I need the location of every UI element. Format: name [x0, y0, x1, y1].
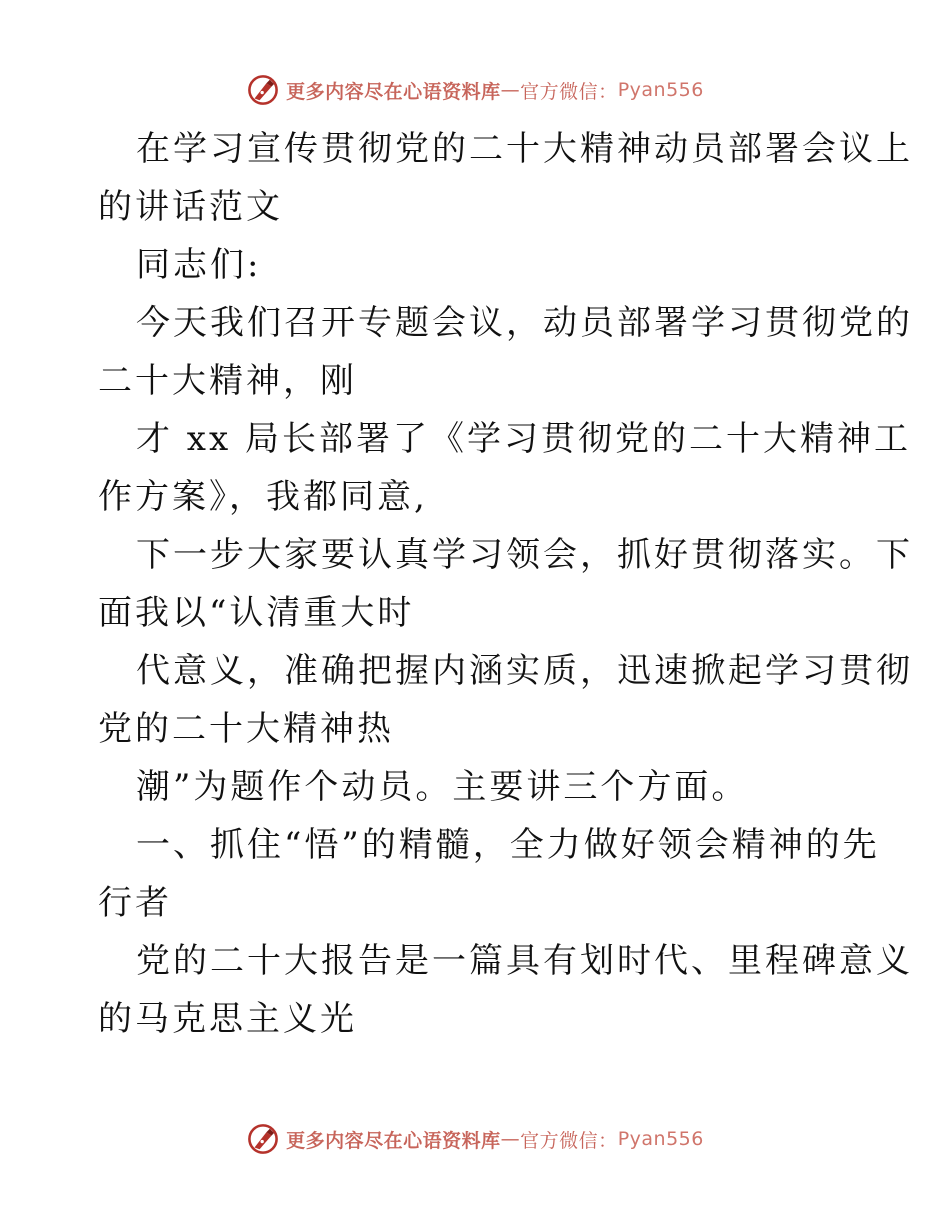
banner-text [286, 1126, 704, 1153]
document-text-line: 行者 [98, 883, 172, 923]
banner-wechat-label: 官方微信： [520, 80, 618, 103]
document-title-line: 的讲话范文 [98, 187, 283, 227]
document-text-line: 今天我们召开专题会议，动员部署学习贯彻党的 [136, 303, 913, 343]
document-text-line: 党的二十大报告是一篇具有划时代、里程碑意义 [136, 941, 913, 981]
document-text-line: 一、抓住“悟”的精髓，全力做好领会精神的先 [136, 825, 880, 865]
banner-text [286, 77, 704, 104]
document-body [98, 120, 913, 1048]
document-text-line: 作方案》，我都同意, [98, 477, 428, 517]
footer-banner[interactable] [0, 1119, 950, 1159]
document-text-line: 党的二十大精神热 [98, 709, 394, 749]
document-text-line: 下一步大家要认真学习领会，抓好贯彻落实。下 [136, 535, 913, 575]
banner-brand: 更多内容尽在心语资料库 [286, 80, 501, 103]
document-text-line: 面我以“认清重大时 [98, 593, 415, 633]
header-banner[interactable] [0, 70, 950, 110]
document-text-line: 潮”为题作个动员。主要讲三个方面。 [136, 767, 749, 807]
banner-wechat-label: 官方微信： [520, 1129, 618, 1152]
document-text-line: 才 xx 局长部署了《学习贯彻党的二十大精神工 [136, 419, 911, 459]
document-text-line: 的马克思主义光 [98, 999, 357, 1039]
document-text-line: 代意义，准确把握内涵实质，迅速掀起学习贯彻 [136, 651, 913, 691]
banner-dash: — [500, 79, 521, 101]
banner-wechat-id: Pyan556 [617, 1128, 704, 1150]
banner-dash: — [500, 1128, 521, 1150]
banner-brand: 更多内容尽在心语资料库 [286, 1129, 501, 1152]
pen-nib-logo-icon [246, 1122, 280, 1156]
document-text-line: 二十大精神，刚 [98, 361, 357, 401]
banner-wechat-id: Pyan556 [617, 79, 704, 101]
document-text-line: 同志们: [136, 245, 262, 285]
document-title-line: 在学习宣传贯彻党的二十大精神动员部署会议上 [136, 129, 913, 169]
pen-nib-logo-icon [246, 73, 280, 107]
